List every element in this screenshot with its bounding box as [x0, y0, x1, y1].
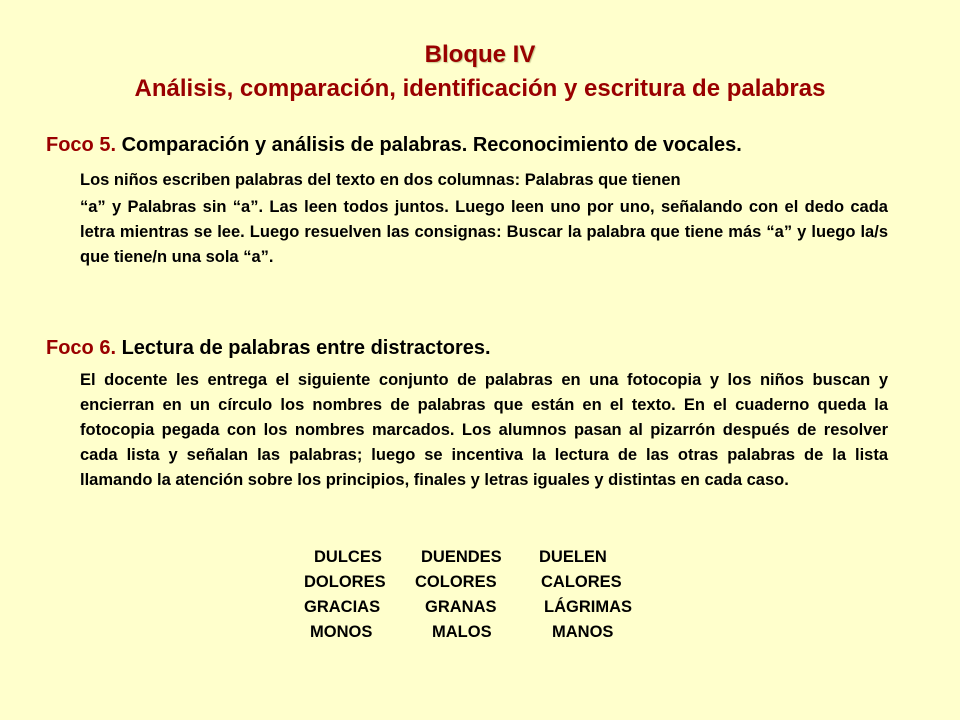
- word-item: MONOS: [310, 623, 373, 641]
- focus-6-paragraph: El docente les entrega el siguiente conjunto de palabras en una fotocopia y los niños buscan y encierran en un círculo los nombres de palabras que están en el texto. En el cuaderno queda la fotocopia pegada con los nombres marcados. Los alumnos pasan al pizarrón después de resolver cada lista y señalan las palabras; luego se incentiva la lectura de las otras palabras de la lista llamando la atención sobre los principios, finales y letras iguales y distintas en cada caso.: [80, 371, 888, 489]
- focus-5-label: Foco 5.: [46, 134, 117, 156]
- word-item: MANOS: [552, 623, 614, 641]
- word-item: GRACIAS: [304, 598, 381, 616]
- word-list-row: [300, 595, 680, 620]
- word-lists: [300, 545, 680, 645]
- word-list-row: [300, 620, 680, 645]
- focus-6-heading: [46, 335, 491, 361]
- focus-5-first-line: Los niños escriben palabras del texto en dos columnas: Palabras que tienen: [80, 171, 681, 189]
- focus-5-paragraph: “a” y Palabras sin “a”. Las leen todos juntos. Luego leen uno por uno, señalando con el dedo cada letra mientras se lee. Luego resuelven las consignas: Buscar la palabra que tiene más “a” y luego la/s que tiene/n una sola “a”.: [80, 198, 888, 266]
- focus-5-title: Comparación y análisis de palabras. Reconocimiento de vocales.: [121, 134, 742, 156]
- word-item: DUELEN: [539, 548, 607, 566]
- word-item: DUENDES: [421, 548, 502, 566]
- word-item: MALOS: [432, 623, 492, 641]
- word-list-row: [300, 570, 680, 595]
- focus-5-heading: [46, 132, 742, 158]
- word-item: CALORES: [541, 573, 622, 591]
- word-item: COLORES: [415, 573, 497, 591]
- word-item: LÁGRIMAS: [544, 598, 632, 616]
- slide-title: Bloque IV: [424, 41, 536, 68]
- word-item: DULCES: [314, 548, 382, 566]
- focus-6-label: Foco 6.: [46, 337, 117, 359]
- word-item: GRANAS: [425, 598, 497, 616]
- focus-6-title: Lectura de palabras entre distractores.: [121, 337, 491, 359]
- word-item: DOLORES: [304, 573, 386, 591]
- word-list-row: [300, 545, 680, 570]
- slide-subtitle: Análisis, comparación, identificación y escritura de palabras: [134, 75, 826, 102]
